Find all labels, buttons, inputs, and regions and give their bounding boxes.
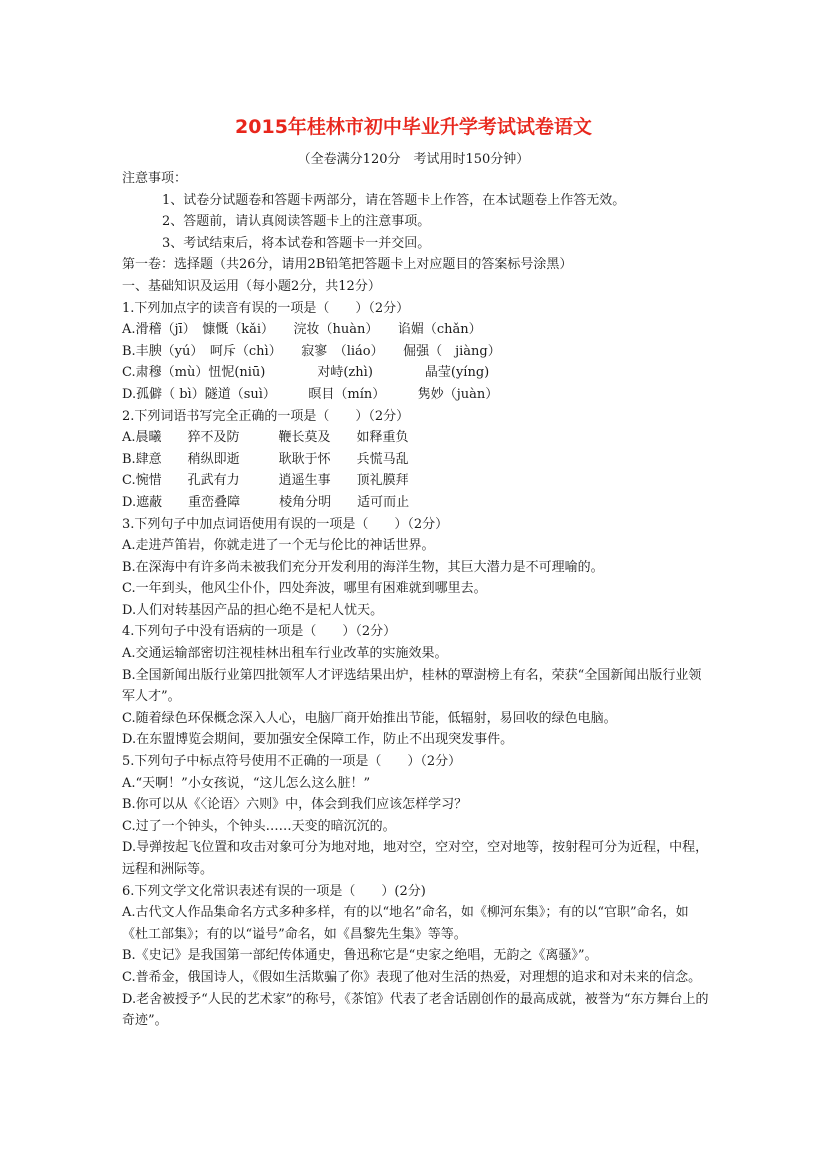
question-option: B.全国新闻出版行业第四批领军人才评选结果出炉，桂林的覃澍榜上有名，荣获“全国新闻出版行业领军人才”。 (122, 667, 702, 705)
part-heading: 第一卷：选择题（共26分，请用2B铅笔把答题卡上对应题目的答案标号涂黑） (122, 257, 573, 273)
question-option: B.在深海中有许多尚未被我们充分开发利用的海洋生物，其巨大潜力是不可理喻的。 (122, 559, 604, 575)
question-option: B.《史记》是我国第一部纪传体通史，鲁迅称它是“史家之绝唱，无韵之《离骚》”。 (122, 948, 598, 964)
question-stem: 1.下列加点字的读音有误的一项是（ ）（2分） (122, 300, 410, 316)
question-option: D.在东盟博览会期间，要加强安全保障工作，防止不出现突发事件。 (122, 732, 514, 748)
section-heading: 一、基础知识及运用（每小题2分，共12分） (122, 278, 381, 294)
exam-body (122, 168, 712, 1032)
question-option: A.晨曦 猝不及防 鞭长莫及 如释重负 (122, 430, 409, 446)
question-stem: 4.下列句子中没有语病的一项是（ ）（2分） (122, 624, 397, 640)
question-option: B.肆意 稍纵即逝 耿耿于怀 兵慌马乱 (122, 451, 409, 467)
notice-item: 2、答题前，请认真阅读答题卡上的注意事项。 (162, 214, 431, 230)
question-option: A.交通运输部密切注视桂林出租车行业改革的实施效果。 (122, 646, 448, 662)
question-option: C.随着绿色环保概念深入人心，电脑厂商开始推出节能，低辐射，易回收的绿色电脑。 (122, 710, 617, 726)
notice-heading: 注意事项： (122, 171, 188, 186)
question-option: A.走进芦笛岩，你就走进了一个无与伦比的神话世界。 (122, 538, 435, 554)
question-option: A.滑稽（jī） 慷慨（kǎi） 浣妆（huàn） 谄媚（chǎn） (122, 322, 482, 338)
question-option: C.过了一个钟头，个钟头……天变的暗沉沉的。 (122, 818, 396, 834)
notice-item: 1、试卷分试题卷和答题卡两部分，请在答题卡上作答，在本试题卷上作答无效。 (162, 192, 626, 208)
question-option: D.老舍被授予“人民的艺术家”的称号，《茶馆》代表了老舍话剧创作的最高成就，被誉为“东方舞台上的奇迹”。 (122, 991, 709, 1029)
notice-item: 3、考试结束后，将本试卷和答题卡一并交回。 (162, 235, 431, 251)
question-option: D.导弹按起飞位置和攻击对象可分为地对地，地对空，空对空，空对地等，按射程可分为近程，中程，远程和洲际等。 (122, 840, 709, 877)
question-option: C.惋惜 孔武有力 逍遥生事 顶礼膜拜 (122, 473, 409, 489)
question-option: D.人们对转基因产品的担心绝不是杞人忧天。 (122, 602, 384, 618)
question-option: C.普希金，俄国诗人，《假如生活欺骗了你》表现了他对生活的热爱，对理想的追求和对未来的信念。 (122, 969, 702, 985)
question-option: D.遮蔽 重峦叠障 棱角分明 适可而止 (122, 494, 410, 510)
question-option: B.丰腴（yú） 呵斥（chì） 寂寥 （liáo） 倔强（ jiàng） (122, 343, 501, 359)
page-title: 2015年桂林市初中毕业升学考试试卷语文 (235, 116, 592, 138)
question-option: B.你可以从《〈论语〉六则》中，体会到我们应该怎样学习？ (122, 797, 468, 813)
question-stem: 6.下列文学文化常识表述有误的一项是（ ）(2分) (122, 883, 426, 899)
question-stem: 2.下列词语书写完全正确的一项是（ ）（2分） (122, 408, 410, 424)
question-option: A.古代文人作品集命名方式多种多样，有的以“地名”命名，如《柳河东集》；有的以“官职”命名，如《杜工部集》；有的以“谥号”命名，如《昌黎先生集》等等。 (122, 905, 689, 942)
question-stem: 5.下列句子中标点符号使用不正确的一项是（ ）（2分） (122, 754, 462, 770)
question-stem: 3.下列句子中加点词语使用有误的一项是（ ）（2分） (122, 516, 449, 532)
question-option: D.孤僻（ bì）隧道（suì） 暝目（mín） 隽妙（juàn） (122, 386, 499, 402)
page-subtitle: （全卷满分120分 考试用时150分钟） (297, 152, 530, 167)
question-option: A.“天啊！”小女孩说，“这儿怎么这么脏！” (122, 775, 371, 791)
question-option: C.肃穆（mù）忸怩(niū) 对峙(zhì) 晶莹(yíng) (122, 365, 490, 381)
question-option: C.一年到头，他风尘仆仆，四处奔波，哪里有困难就到哪里去。 (122, 581, 487, 597)
